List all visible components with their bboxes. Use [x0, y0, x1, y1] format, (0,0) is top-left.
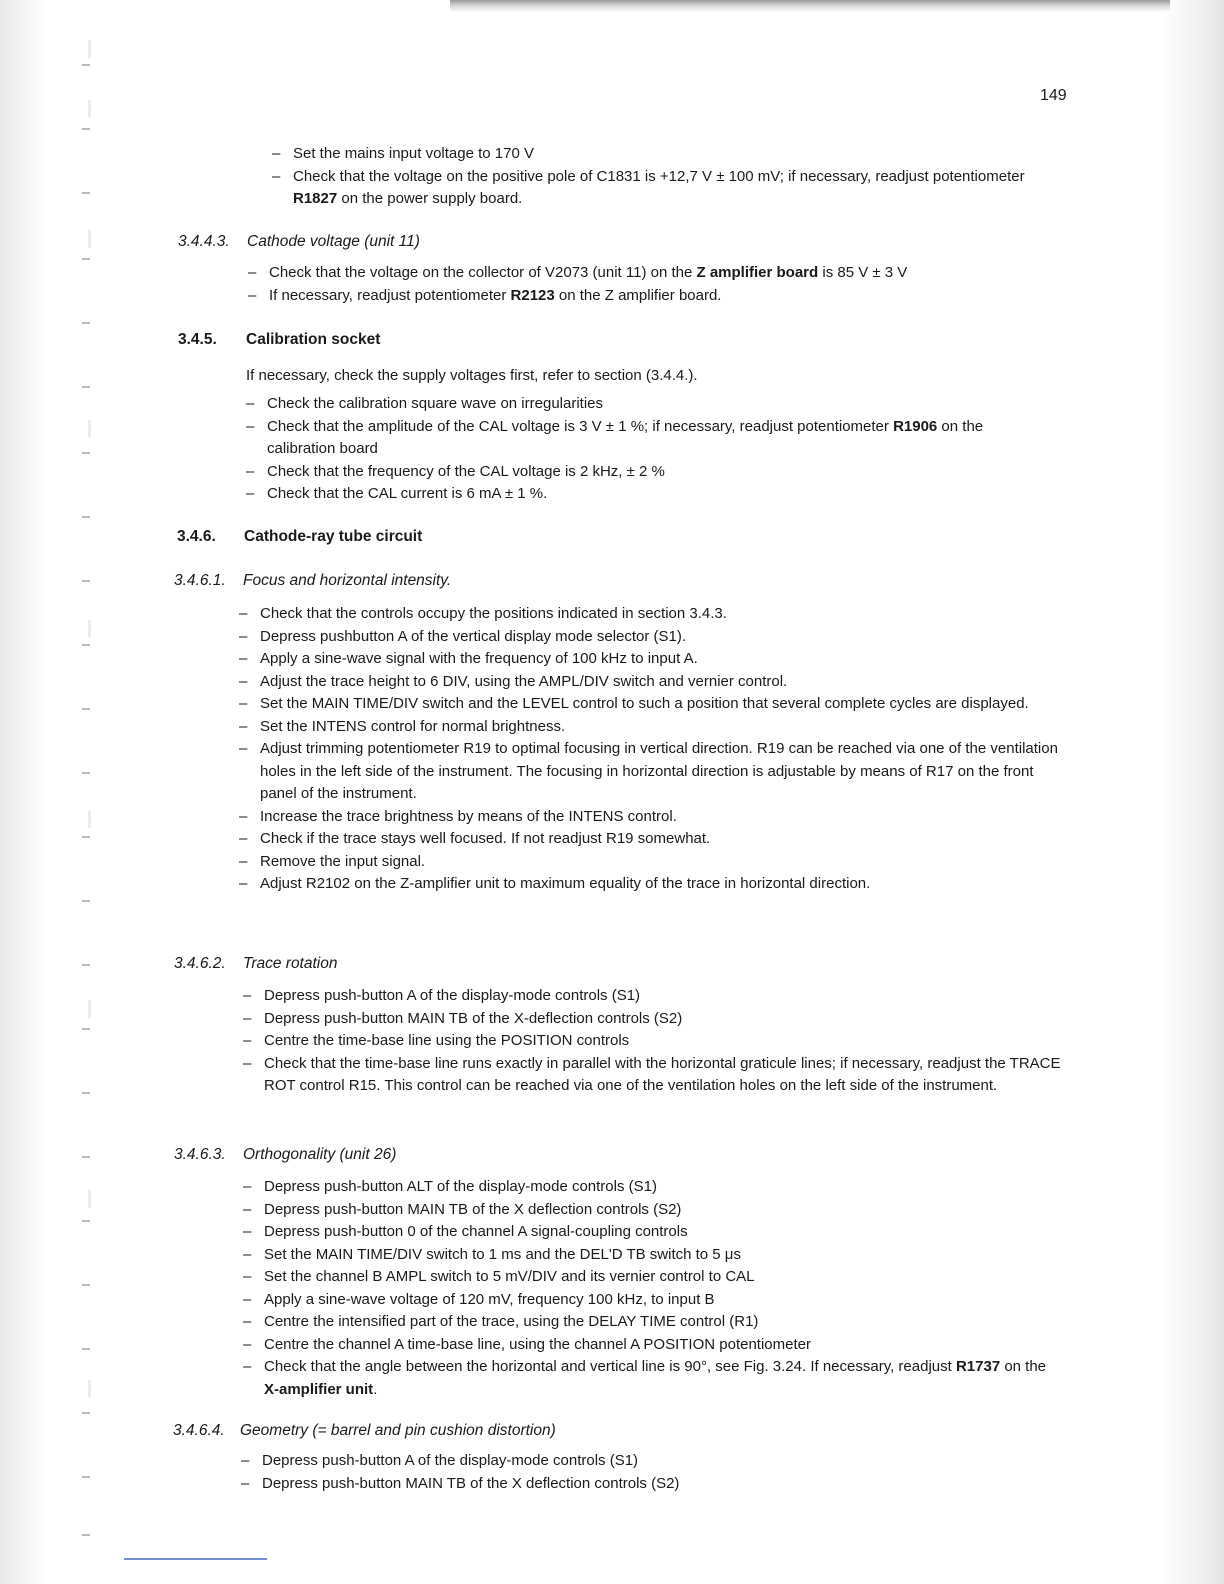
list-item	[239, 716, 1059, 739]
dash-bullet: –	[243, 1245, 252, 1263]
dash-bullet: –	[239, 875, 248, 892]
dash-bullet: –	[239, 717, 248, 735]
section-3464-list	[241, 1450, 1061, 1495]
item-text: Depress push-button ALT of the display-mode controls (S1)	[264, 1178, 657, 1195]
section-345-number: 3.4.5.	[178, 331, 217, 348]
section-345-list	[246, 393, 1046, 506]
dash-bullet: –	[243, 1223, 252, 1240]
item-text: Check that the angle between the horizontal and vertical line is 90°, see Fig. 3.24. If necessary, readjust	[264, 1358, 956, 1375]
dash-bullet: –	[239, 605, 248, 622]
item-text: Set the MAIN TIME/DIV switch and the LEVEL control to such a position that several complete cycles are displayed.	[260, 695, 1029, 712]
item-text: Check that the amplitude of the CAL voltage is 3 V ± 1 %; if necessary, readjust potentiometer	[267, 417, 894, 435]
section-3443-list	[248, 262, 1028, 307]
dash-bullet: –	[239, 672, 248, 690]
item-text: Adjust trimming potentiometer R19 to optimal focusing in vertical direction. R19 can be reached via one of the ventilation holes in the left side of the instrument. The focusing in horizontal direction is adjustable by means of R17 on the front panel of the instrument.	[260, 740, 1058, 802]
dash-bullet: –	[246, 395, 255, 412]
dash-bullet: –	[243, 1313, 252, 1330]
dash-bullet: –	[246, 462, 255, 480]
section-3462-number: 3.4.6.2.	[174, 955, 226, 972]
list-item	[243, 1199, 1063, 1222]
item-text: Apply a sine-wave voltage of 120 mV, frequency 100 kHz, to input B	[264, 1290, 715, 1308]
dash-bullet: –	[239, 830, 248, 847]
top-scan-edge	[450, 0, 1170, 12]
dash-bullet: –	[243, 1032, 252, 1049]
dash-bullet: –	[243, 1268, 252, 1285]
dash-bullet: –	[248, 286, 257, 304]
section-345-title: Calibration socket	[246, 331, 381, 348]
section-3462-list	[243, 985, 1083, 1098]
item-text: Check that the frequency of the CAL voltage is 2 kHz, ± 2 %	[267, 462, 665, 480]
bold-text: Z amplifier board	[696, 264, 819, 281]
item-text: Depress push-button A of the display-mode controls (S1)	[264, 987, 641, 1004]
list-item	[243, 1244, 1063, 1267]
list-item	[243, 1266, 1063, 1289]
dash-bullet: –	[246, 485, 255, 502]
list-item	[239, 648, 1059, 671]
list-item	[243, 1356, 1063, 1401]
list-item	[239, 738, 1059, 806]
dash-bullet: –	[243, 1335, 252, 1353]
item-text: on the power supply board.	[337, 190, 523, 207]
item-text: on the Z amplifier board.	[554, 286, 722, 304]
footer-rule	[124, 1558, 267, 1560]
item-text: Depress push-button 0 of the channel A signal-coupling controls	[264, 1223, 688, 1240]
section-3443-title: Cathode voltage (unit 11)	[247, 233, 420, 250]
item-text: Increase the trace brightness by means of the INTENS control.	[260, 807, 677, 825]
intro-list	[272, 143, 1032, 211]
list-item	[243, 1176, 1063, 1199]
dash-bullet: –	[243, 1178, 252, 1195]
bold-text: R1827	[293, 190, 338, 207]
section-3461-title: Focus and horizontal intensity.	[243, 572, 452, 589]
item-text: Set the channel B AMPL switch to 5 mV/DIV and its vernier control to CAL	[264, 1268, 755, 1285]
bold-text: R2123	[510, 286, 555, 304]
list-item	[246, 483, 1046, 506]
item-text: on the	[1000, 1358, 1047, 1375]
item-text: Check that the CAL current is 6 mA ± 1 %.	[267, 485, 548, 502]
binding-marks	[72, 40, 96, 1560]
section-345-intro: If necessary, check the supply voltages first, refer to section (3.4.4.).	[246, 367, 698, 384]
item-text: .	[373, 1380, 378, 1398]
section-3443-number: 3.4.4.3.	[178, 233, 230, 250]
list-item	[241, 1473, 1061, 1496]
item-text: Centre the time-base line using the POSITION controls	[264, 1032, 630, 1049]
list-item	[239, 693, 1059, 716]
section-346-title: Cathode-ray tube circuit	[244, 528, 423, 545]
dash-bullet: –	[243, 1054, 252, 1072]
list-item	[239, 603, 1059, 626]
page-edge-left	[0, 0, 46, 1584]
bold-text: X-amplifier unit	[264, 1380, 374, 1398]
item-text: Adjust R2102 on the Z-amplifier unit to maximum equality of the trace in horizontal direction.	[260, 875, 871, 892]
item-text: Check that the voltage on the positive pole of C1831 is +12,7 V ± 100 mV; if necessary, readjust potentiometer	[293, 167, 1025, 185]
section-3461-number: 3.4.6.1.	[174, 572, 226, 589]
item-text: is 85 V ± 3 V	[818, 264, 908, 281]
dash-bullet: –	[272, 167, 281, 185]
item-text: Depress pushbutton A of the vertical display mode selector (S1).	[260, 627, 687, 645]
list-item	[243, 1334, 1063, 1357]
dash-bullet: –	[239, 627, 248, 645]
bold-text: R1906	[893, 417, 938, 435]
item-text: Depress push-button MAIN TB of the X deflection controls (S2)	[262, 1474, 680, 1492]
item-text: Check that the voltage on the collector of V2073 (unit 11) on the	[269, 264, 697, 281]
dash-bullet: –	[272, 145, 281, 162]
list-item	[239, 626, 1059, 649]
dash-bullet: –	[241, 1474, 250, 1492]
item-text: Depress push-button MAIN TB of the X-deflection controls (S2)	[264, 1009, 683, 1027]
dash-bullet: –	[243, 1200, 252, 1218]
list-item	[243, 985, 1083, 1008]
section-3464-number: 3.4.6.4.	[173, 1422, 225, 1439]
dash-bullet: –	[246, 417, 255, 435]
section-3461-list	[239, 603, 1059, 896]
list-item	[243, 1221, 1063, 1244]
item-text: Centre the intensified part of the trace, using the DELAY TIME control (R1)	[264, 1313, 759, 1330]
list-item	[248, 285, 1028, 308]
section-3464-title: Geometry (= barrel and pin cushion distortion)	[240, 1422, 556, 1439]
list-item	[246, 416, 1046, 461]
list-item	[248, 262, 1028, 285]
page-number: 149	[1040, 87, 1067, 104]
list-item	[239, 671, 1059, 694]
item-text: Set the INTENS control for normal brightness.	[260, 717, 566, 735]
item-text: on the calibration board	[267, 417, 984, 457]
list-item	[243, 1008, 1083, 1031]
dash-bullet: –	[239, 807, 248, 825]
dash-bullet: –	[248, 264, 257, 281]
dash-bullet: –	[239, 740, 248, 757]
item-text: Apply a sine-wave signal with the frequency of 100 kHz to input A.	[260, 650, 698, 667]
page-edge-right	[1160, 0, 1224, 1584]
list-item	[239, 828, 1059, 851]
item-text: Depress push-button MAIN TB of the X deflection controls (S2)	[264, 1200, 682, 1218]
dash-bullet: –	[239, 852, 248, 870]
list-item	[239, 873, 1059, 896]
section-3463-title: Orthogonality (unit 26)	[243, 1146, 397, 1163]
item-text: Check that the time-base line runs exactly in parallel with the horizontal graticule lines; if necessary, readjust the TRACE ROT control R15. This control can be reached via one of the ventilation holes on the left side of the instrument.	[264, 1054, 1061, 1094]
item-text: Set the MAIN TIME/DIV switch to 1 ms and the DEL'D TB switch to 5 μs	[264, 1245, 741, 1263]
list-item	[272, 143, 1032, 166]
dash-bullet: –	[239, 695, 248, 712]
dash-bullet: –	[243, 1009, 252, 1027]
dash-bullet: –	[243, 1358, 252, 1375]
item-text: Centre the channel A time-base line, using the channel A POSITION potentiometer	[264, 1335, 811, 1353]
item-text: Remove the input signal.	[260, 852, 426, 870]
dash-bullet: –	[241, 1452, 250, 1469]
item-text: Depress push-button A of the display-mode controls (S1)	[262, 1452, 639, 1469]
list-item	[243, 1311, 1063, 1334]
list-item	[272, 166, 1032, 211]
list-item	[246, 393, 1046, 416]
list-item	[243, 1289, 1063, 1312]
list-item	[243, 1053, 1083, 1098]
item-text: Check if the trace stays well focused. If not readjust R19 somewhat.	[260, 830, 711, 847]
section-3463-list	[243, 1176, 1063, 1401]
section-3463-number: 3.4.6.3.	[174, 1146, 226, 1163]
bold-text: R1737	[955, 1358, 1001, 1375]
item-text: Check the calibration square wave on irregularities	[267, 395, 604, 412]
list-item	[239, 851, 1059, 874]
dash-bullet: –	[239, 650, 248, 667]
list-item	[241, 1450, 1061, 1473]
item-text: Check that the controls occupy the positions indicated in section 3.4.3.	[260, 605, 727, 622]
item-text: Adjust the trace height to 6 DIV, using the AMPL/DIV switch and vernier control.	[260, 672, 788, 690]
section-346-number: 3.4.6.	[177, 528, 216, 545]
item-text: If necessary, readjust potentiometer	[269, 286, 511, 304]
list-item	[246, 461, 1046, 484]
dash-bullet: –	[243, 987, 252, 1004]
item-text: Set the mains input voltage to 170 V	[293, 145, 534, 162]
section-3462-title: Trace rotation	[243, 955, 338, 972]
list-item	[239, 806, 1059, 829]
list-item	[243, 1030, 1083, 1053]
dash-bullet: –	[243, 1290, 252, 1308]
